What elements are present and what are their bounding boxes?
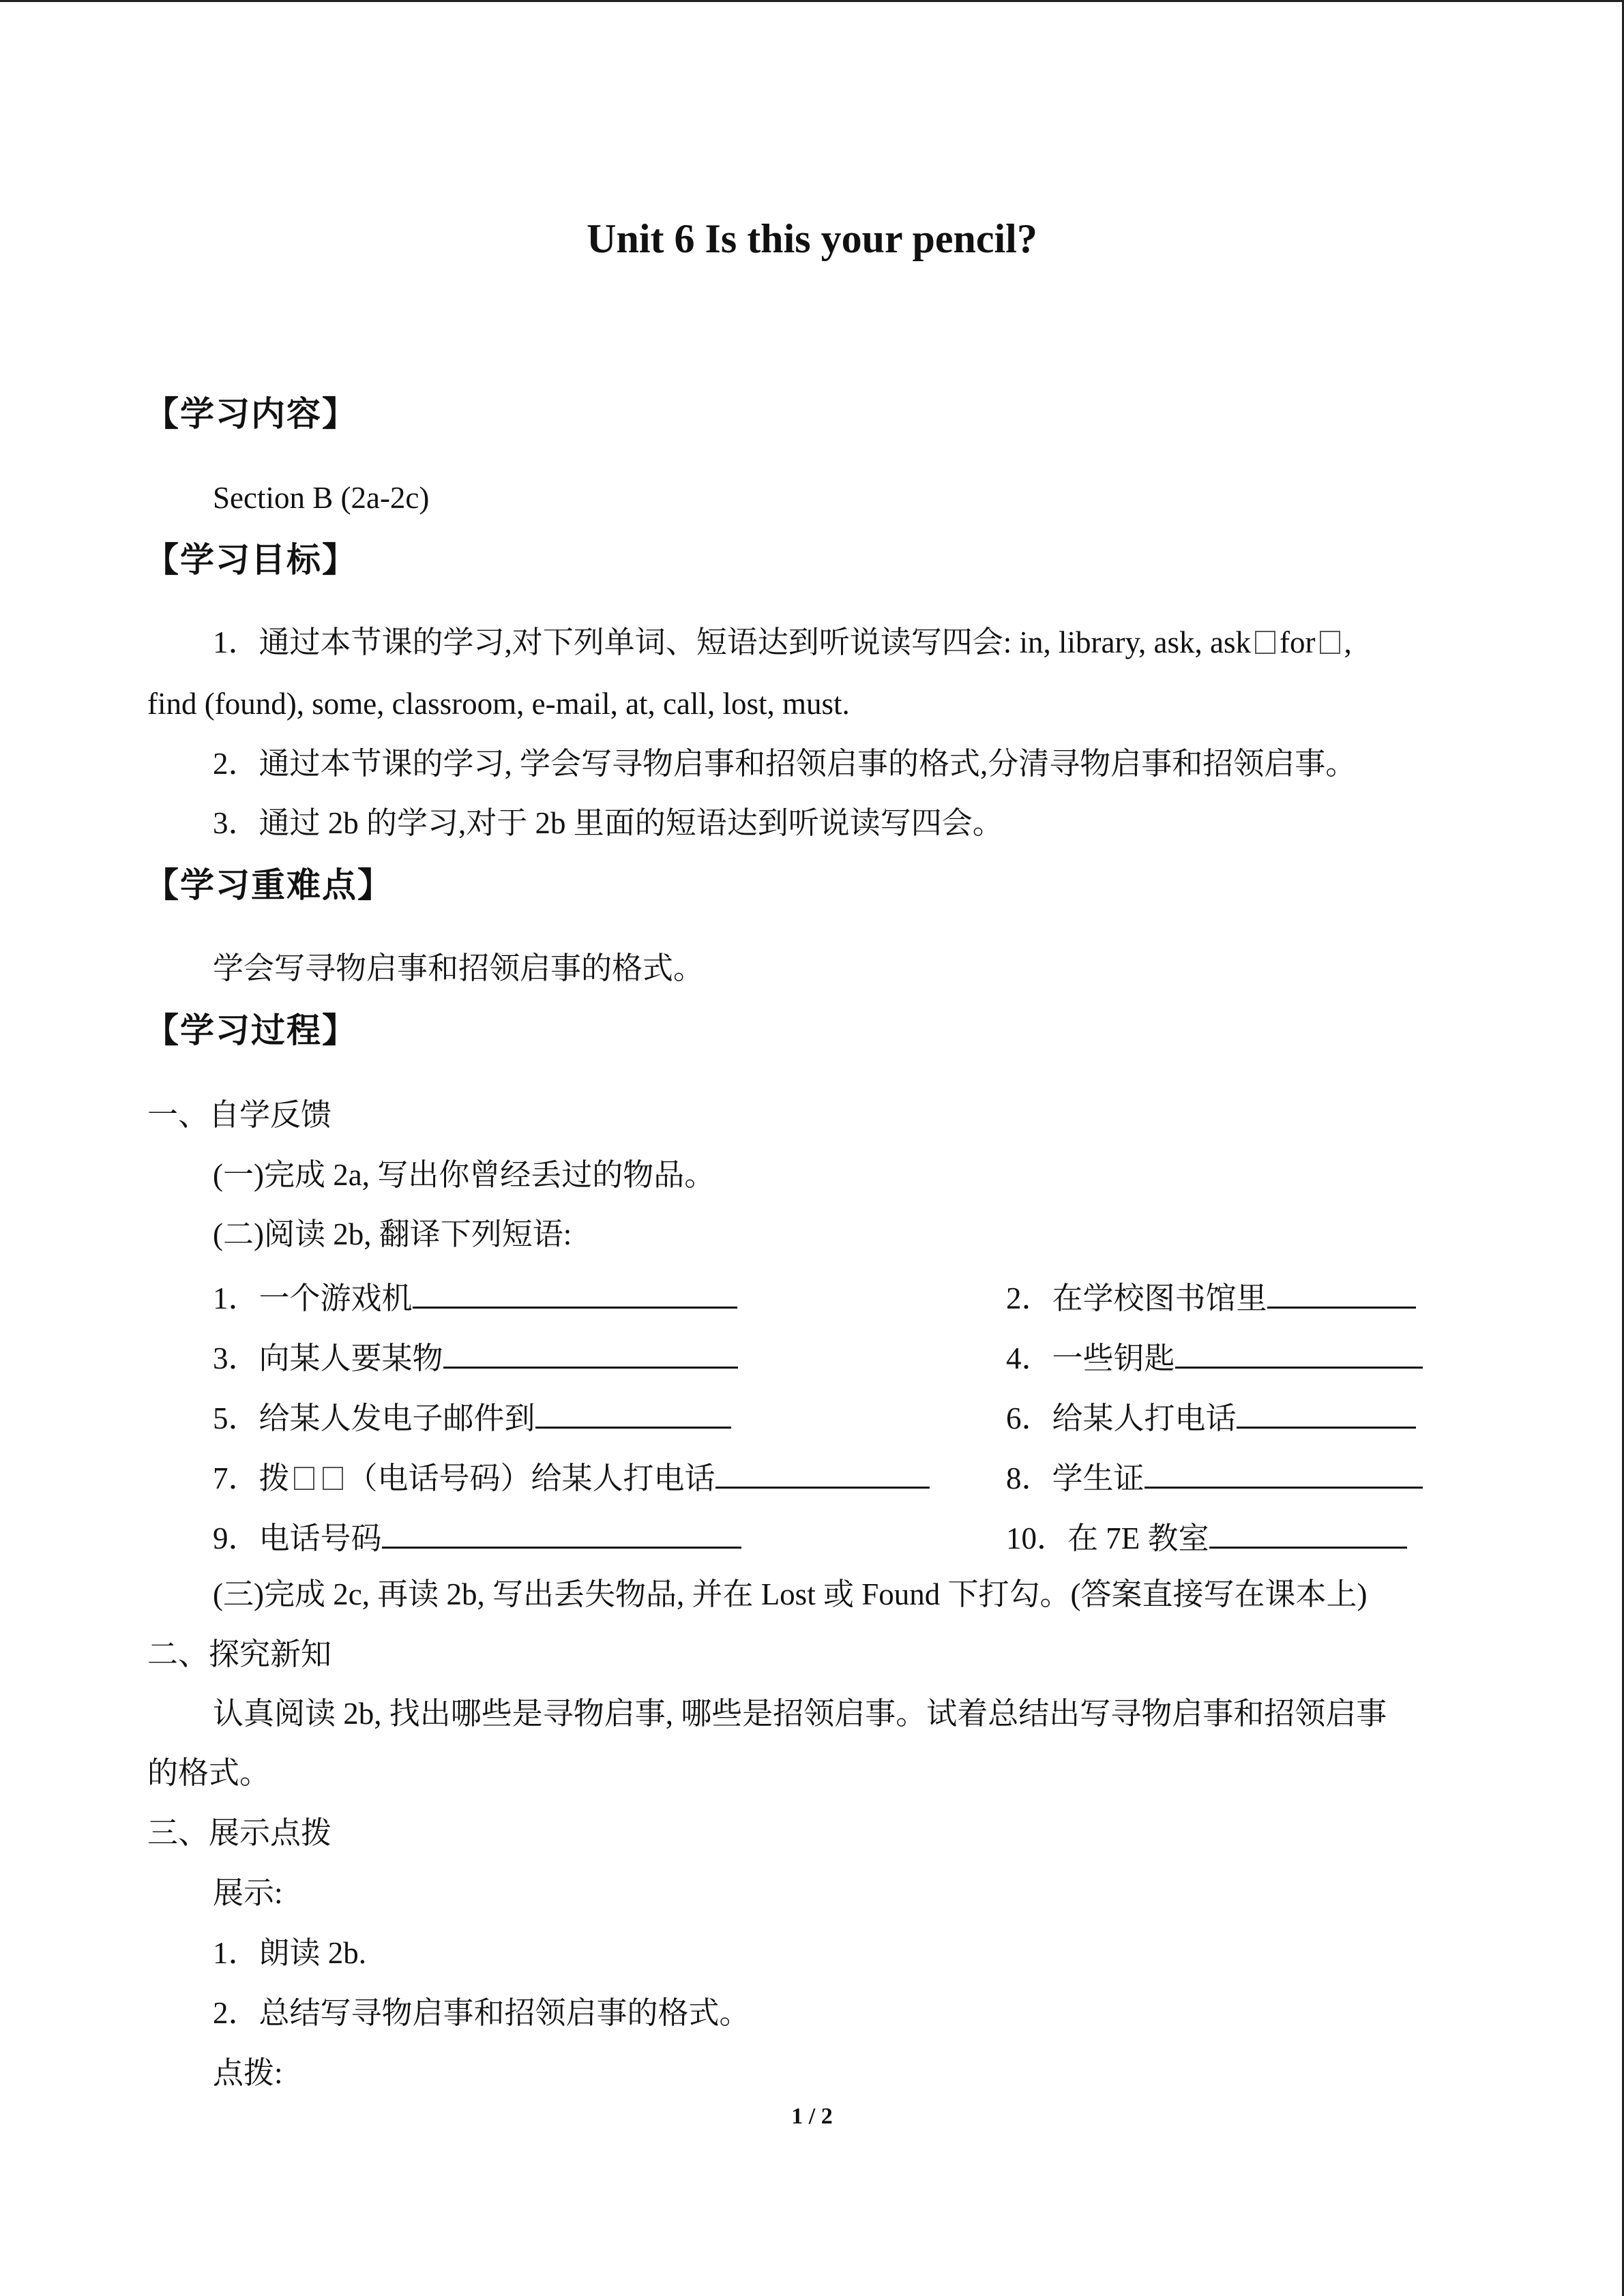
phrase-label: 9．电话号码 [213, 1521, 382, 1555]
phrase-5 [213, 1394, 731, 1439]
placeholder-box [1320, 631, 1340, 654]
phrase-6 [1006, 1394, 1416, 1439]
section-2-text-continued: 的格式。 [147, 1756, 271, 1790]
phrase-label: 3．向某人要某物 [213, 1341, 443, 1375]
page-title: Unit 6 Is this your pencil? [587, 216, 1037, 261]
phrase-2 [1006, 1274, 1416, 1319]
page-top-border [0, 0, 1624, 2]
goal-1-text-b: for [1280, 625, 1316, 659]
answer-blank [715, 1454, 930, 1489]
phrase-label-cont: （电话号码）给某人打电话 [346, 1461, 715, 1495]
phrase-label: 2．在学校图书馆里 [1006, 1281, 1267, 1315]
section-3-tip-label: 点拨: [213, 2056, 283, 2090]
placeholder-box [294, 1467, 314, 1490]
placeholder-box [323, 1467, 343, 1490]
heading-goals: 【学习目标】 [145, 540, 357, 580]
phrase-4 [1006, 1334, 1423, 1379]
section-3-item-2: 2．总结写寻物启事和招领启事的格式。 [213, 1996, 750, 2030]
section-2-text: 认真阅读 2b, 找出哪些是寻物启事, 哪些是招领启事。试着总结出写寻物启事和招领启事 [213, 1697, 1387, 1731]
phrase-9 [213, 1514, 741, 1559]
phrase-label: 1．一个游戏机 [213, 1281, 413, 1315]
heading-process: 【学习过程】 [145, 1011, 357, 1050]
answer-blank [443, 1334, 738, 1369]
goal-1-text-c: , [1344, 625, 1352, 659]
section-1-title: 一、自学反馈 [147, 1098, 332, 1132]
goal-1-continued: find (found), some, classroom, e-mail, at, call, lost, must. [147, 687, 850, 721]
phrase-10 [1006, 1514, 1407, 1559]
answer-blank [413, 1274, 737, 1309]
goal-2: 2．通过本节课的学习, 学会写寻物启事和招领启事的格式,分清寻物启事和招领启事。 [213, 747, 1357, 781]
phrase-label: 8．学生证 [1006, 1461, 1145, 1495]
phrase-label: 4．一些钥匙 [1006, 1341, 1175, 1375]
section-1-item-b: (二)阅读 2b, 翻译下列短语: [213, 1217, 572, 1251]
phrase-7 [213, 1454, 930, 1499]
content-text: Section B (2a-2c) [213, 481, 430, 515]
goal-1-text-a: 1．通过本节课的学习,对下列单词、短语达到听说读写四会: in, library, ask, ask [213, 625, 1252, 659]
answer-blank [1209, 1514, 1407, 1549]
heading-content: 【学习内容】 [145, 394, 357, 434]
section-1-item-a: (一)完成 2a, 写出你曾经丢过的物品。 [213, 1158, 715, 1192]
section-3-item-1: 1．朗读 2b. [213, 1936, 367, 1970]
phrase-label: 7．拨 [213, 1461, 290, 1495]
answer-blank [382, 1514, 741, 1549]
phrase-label: 6．给某人打电话 [1006, 1401, 1237, 1435]
answer-blank [1145, 1454, 1423, 1489]
heading-key-points: 【学习重难点】 [145, 865, 393, 905]
goal-1 [213, 622, 1352, 663]
page-number: 1 / 2 [791, 2104, 833, 2129]
answer-blank [1267, 1274, 1416, 1309]
phrase-label: 5．给某人发电子邮件到 [213, 1401, 535, 1435]
answer-blank [535, 1394, 731, 1429]
section-3-show-label: 展示: [213, 1876, 283, 1910]
section-3-title: 三、展示点拨 [147, 1816, 332, 1850]
answer-blank [1237, 1394, 1416, 1429]
phrase-1 [213, 1274, 737, 1319]
phrase-label: 10．在 7E 教室 [1006, 1521, 1209, 1555]
section-1-item-c: (三)完成 2c, 再读 2b, 写出丢失物品, 并在 Lost 或 Found 下打勾。(答案直接写在课本上) [213, 1577, 1368, 1611]
phrase-3 [213, 1334, 738, 1379]
placeholder-box [1255, 631, 1275, 654]
answer-blank [1175, 1334, 1423, 1369]
section-2-title: 二、探究新知 [147, 1637, 332, 1671]
key-points-text: 学会写寻物启事和招领启事的格式。 [213, 951, 705, 985]
phrase-8 [1006, 1454, 1423, 1499]
goal-3: 3．通过 2b 的学习,对于 2b 里面的短语达到听说读写四会。 [213, 806, 1003, 840]
